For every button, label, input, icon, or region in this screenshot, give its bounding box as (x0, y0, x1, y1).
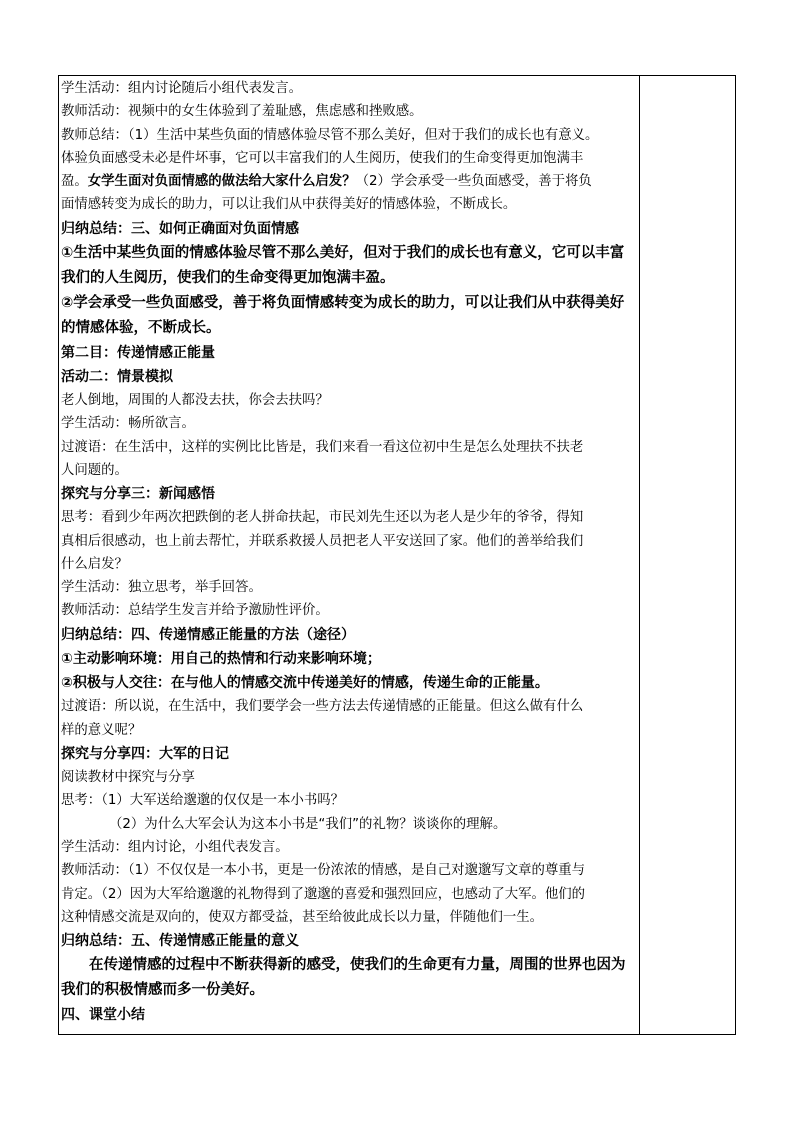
summary-point: ①主动影响环境：用自己的热情和行动来影响环境； (61, 650, 381, 667)
text-line: 阅读教材中探究与分享 (61, 770, 195, 786)
summary-point: ②学会承受一些负面感受，善于将负面情感转变为成长的助力，可以让我们从中获得美好 (61, 294, 625, 311)
text-line: 教师总结：（1）生活中某些负面的情感体验尽管不那么美好，但对于我们的成长也有意义。 (61, 127, 599, 143)
summary-point: 的情感体验，不断成长。 (61, 319, 221, 336)
summary-heading: 归纳总结：五、传递情感正能量的意义 (61, 933, 299, 950)
summary-heading: 归纳总结：三、如何正确面对负面情感 (61, 220, 299, 237)
summary-point: 我们的人生阅历，使我们的生命变得更加饱满丰盈。 (61, 269, 395, 286)
summary-point: ②积极与人交往：在与他人的情感交流中传递美好的情感，传递生命的正能量。 (61, 675, 549, 692)
text-line: 学生活动：独立思考，举手回答。 (61, 580, 262, 596)
text-line: 学生活动：组内讨论，小组代表发言。 (61, 840, 289, 855)
text-line: 体验负面感受未必是件坏事，它可以丰富我们的人生阅历，使我们的生命变得更加饱满丰 (61, 150, 584, 166)
text-line: 过渡语：在生活中，这样的实例比比皆是，我们来看一看这位初中生是怎么处理扶不扶老 (61, 439, 584, 455)
text-line: 教师活动：总结学生发言并给予激励性评价。 (61, 603, 329, 619)
lesson-content-cell (61, 77, 637, 1027)
text-line: （2）为什么大军会认为这本小书是“我们”的礼物？谈谈你的理解。 (109, 816, 507, 832)
text-line: 什么启发？ (61, 556, 128, 572)
bold-question: 女学生面对负面情感的做法给大家什么启发？ (87, 174, 356, 190)
text-line: 肯定。（2）因为大军给邈邈的礼物得到了邈邈的喜爱和强烈回应，也感动了大军。他们的 (61, 886, 586, 902)
activity-heading: 活动二：情景模拟 (61, 368, 173, 385)
text-line: 人问题的。 (61, 462, 128, 478)
table-column-divider (639, 75, 640, 1035)
summary-point: ①生活中某些负面的情感体验尽管不那么美好，但对于我们的成长也有意义，它可以丰富 (61, 244, 625, 261)
text-line: 思考：看到少年两次把跌倒的老人拼命扶起，市民刘先生还以为老人是少年的爷爷，得知 (61, 510, 584, 526)
text-line: 真相后很感动，也上前去帮忙，并联系救援人员把老人平安送回了家。他们的善举给我们 (61, 533, 584, 549)
text-line: 教师活动：视频中的女生体验到了羞耻感，焦虑感和挫败感。 (61, 104, 423, 120)
text-line: 样的意义呢？ (61, 722, 142, 738)
text-line: 面情感转变为成长的助力，可以让我们从中获得美好的情感体验，不断成长。 (61, 197, 517, 213)
summary-point: 我们的积极情感而多一份美好。 (61, 982, 264, 999)
section-heading: 四、课堂小结 (61, 1007, 145, 1024)
text-segment: （2）学会承受一些负面感受，善于将负 (355, 174, 592, 190)
text-line: 这种情感交流是双向的，使双方都受益，甚至给彼此成长以力量，伴随他们一生。 (61, 909, 544, 925)
text-line: 教师活动：（1）不仅仅是一本小书，更是一份浓浓的情感，是自己对邈邈写文章的尊重与 (61, 863, 586, 879)
summary-point: 在传递情感的过程中不断获得新的感受，使我们的生命更有力量，周围的世界也因为 (89, 957, 626, 974)
activity-heading: 探究与分享三：新闻感悟 (61, 486, 215, 503)
text-line: 学生活动：畅所欲言。 (61, 416, 195, 432)
summary-heading: 归纳总结：四、传递情感正能量的方法（途径） (61, 626, 355, 643)
text-line: 过渡语：所以说，在生活中，我们要学会一些方法去传递情感的正能量。但这么做有什么 (61, 699, 584, 715)
text-line: 学生活动：组内讨论随后小组代表发言。 (61, 81, 303, 96)
text-line (61, 170, 637, 193)
text-line: 老人倒地，周围的人都没去扶，你会去扶吗？ (61, 392, 329, 408)
section-heading: 第二目：传递情感正能量 (61, 344, 215, 361)
text-segment: 盈。 (61, 174, 88, 190)
text-line: 思考：（1）大军送给邈邈的仅仅是一本小书吗？ (61, 793, 345, 809)
activity-heading: 探究与分享四：大军的日记 (61, 745, 229, 762)
